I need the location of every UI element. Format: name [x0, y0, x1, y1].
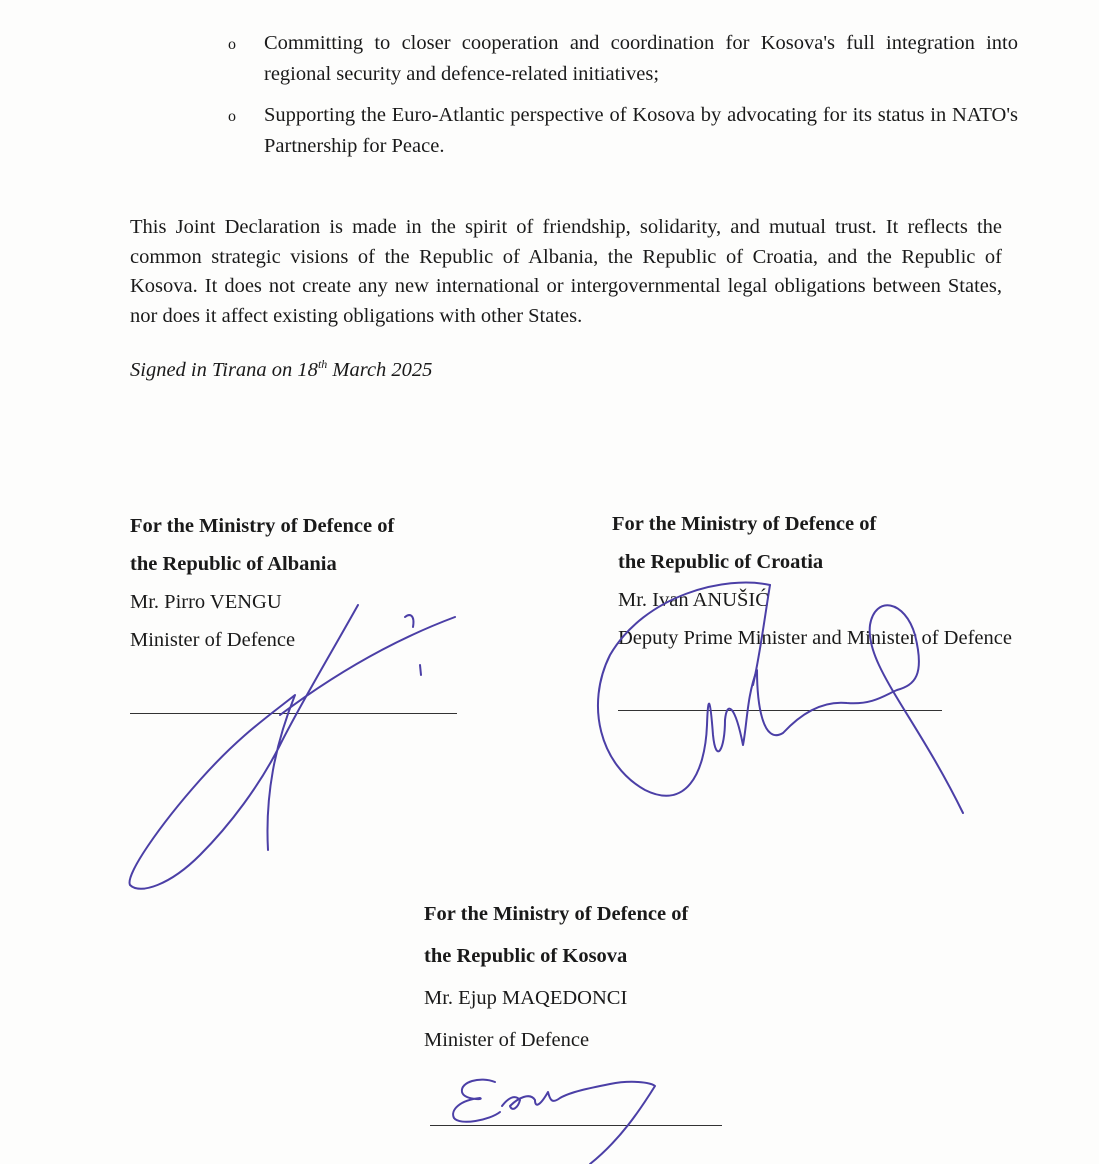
signatory-heading-line2: the Republic of Croatia: [618, 551, 824, 573]
bullet-marker: o: [228, 108, 236, 125]
signed-suffix: March 2025: [327, 358, 433, 381]
list-item: [228, 28, 1018, 90]
signature-albania: [120, 595, 470, 895]
signatory-heading-line1: For the Ministry of Defence of: [130, 515, 395, 537]
signature-croatia: [585, 575, 985, 825]
declaration-paragraph: This Joint Declaration is made in the spirit of friendship, solidarity, and mutual trust. It reflects the common strategic visions of the Republic of Albania, the Republic of Croatia, and the Republic of Kosova. It does not create any new international or intergovernmental legal obligations between States, nor does it affect existing obligations with other States.: [130, 216, 1002, 327]
signatory-heading-line1: For the Ministry of Defence of: [424, 903, 689, 925]
signatory-title: Minister of Defence: [130, 629, 296, 651]
signed-place-date: [130, 357, 432, 382]
signatory-name: Mr. Ejup MAQEDONCI: [424, 987, 628, 1009]
list-item-text: Supporting the Euro-Atlantic perspective of Kosova by advocating for its status in NATO's Partnership for Peace.: [264, 104, 1018, 157]
signatory-kosova: [424, 893, 688, 1061]
list-item: [228, 100, 1018, 162]
bullet-marker: o: [228, 36, 236, 53]
list-item-text: Committing to closer cooperation and coordination for Kosova's full integration into regional security and defence-related initiatives;: [264, 32, 1018, 85]
signatory-name: Mr. Pirro VENGU: [130, 591, 282, 613]
signatory-heading-line2: the Republic of Albania: [130, 553, 337, 575]
signatory-title: Deputy Prime Minister and Minister of Defence: [618, 627, 1012, 649]
signed-ordinal: th: [317, 357, 328, 371]
signatory-heading-line1: For the Ministry of Defence of: [612, 513, 877, 535]
signatory-heading-line2: the Republic of Kosova: [424, 945, 628, 967]
signatory-name: Mr. Ivan ANUŠIĆ: [618, 589, 769, 611]
commitment-list: [228, 28, 1018, 172]
signed-prefix: Signed in Tirana on 18: [130, 358, 318, 381]
signatory-title: Minister of Defence: [424, 1029, 590, 1051]
signature-kosova: [440, 1070, 680, 1164]
